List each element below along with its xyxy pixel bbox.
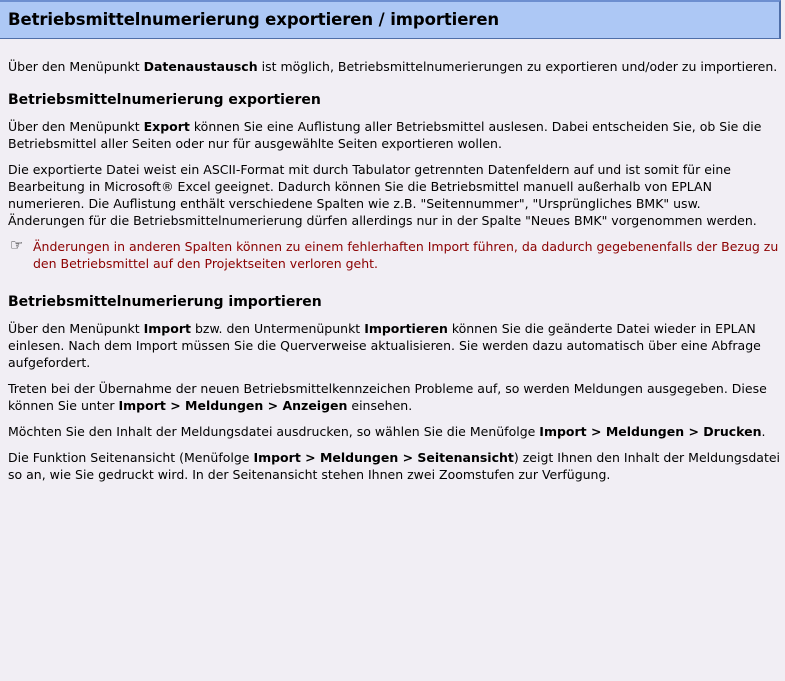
import-p3-text: Möchten Sie den Inhalt der Meldungsdatei ausdrucken, so wählen Sie die Menüfolge: [8, 424, 540, 439]
import-heading: Betriebsmittelnumerierung importieren: [8, 294, 322, 310]
import-p4-text: Die Funktion Seitenansicht (Menüfolge: [8, 450, 254, 465]
title-bar: [0, 0, 781, 39]
page-title: Betriebsmittelnumerierung exportieren / importieren: [8, 10, 500, 29]
import-p1-text-mid: bzw. den Untermenüpunkt: [190, 321, 365, 336]
import-p2-text: Treten bei der Übernahme der neuen Betriebsmittelkennzeichen Probleme auf, so werden Meldungen ausgegeben. Diese können Sie unter: [8, 381, 767, 413]
menu-datenaustausch: Datenaustausch: [143, 59, 258, 74]
import-p1-text: Über den Menüpunkt: [8, 321, 144, 336]
export-heading: Betriebsmittelnumerierung exportieren: [8, 92, 321, 108]
menu-path-drucken: Import > Meldungen > Drucken: [539, 424, 762, 439]
export-paragraph-2: Die exportierte Datei weist ein ASCII-Format mit durch Tabulator getrennten Datenfeldern auf und ist somit für eine Bearbeitung in Microsoft® Excel geeignet. Dadurch können Sie die Betriebsmittel manuell außerhalb von EPLAN numerieren. Die Auflistung enthält verschiedene Spalten wie z.B. "Seitennummer", "Ursprüngliches BMK" usw. Änderungen für die Betriebsmittelnumerierung dürfen allerdings nur in der Spalte "Neues BMK" vorgenommen werden.: [8, 162, 757, 228]
import-p4-text-rest: ) zeigt Ihnen den Inhalt der Meldungsdatei so an, wie Sie gedruckt wird. In der Seitenansicht stehen Ihnen zwei Zoomstufen zur Verfügung.: [8, 450, 781, 482]
menu-path-seitenansicht: Import > Meldungen > Seitenansicht: [253, 450, 514, 465]
import-paragraph-1: [8, 320, 780, 371]
import-p1-text-rest: können Sie die geänderte Datei wieder in EPLAN einlesen. Nach dem Import müssen Sie die Querverweise aktualisieren. Sie werden dazu automatisch über eine Abfrage aufgefordert.: [8, 321, 761, 370]
intro-text-rest: ist möglich, Betriebsmittelnumerierungen zu exportieren und/oder zu importieren.: [257, 59, 778, 74]
import-paragraph-3: [8, 423, 780, 440]
help-content: [8, 58, 780, 492]
import-paragraph-2: [8, 380, 780, 414]
export-p1-text-rest: können Sie eine Auflistung aller Betriebsmittel auslesen. Dabei entscheiden Sie, ob Sie die Betriebsmittel aller Seiten oder nur für ausgewählte Seiten exportieren wollen.: [8, 119, 762, 151]
intro-text: Über den Menüpunkt: [8, 59, 144, 74]
export-note: [8, 238, 780, 272]
export-p1-text: Über den Menüpunkt: [8, 119, 144, 134]
menu-path-anzeigen: Import > Meldungen > Anzeigen: [118, 398, 348, 413]
intro-paragraph: [8, 58, 780, 75]
export-note-text: Änderungen in anderen Spalten können zu einem fehlerhaften Import führen, da dadurch gegebenenfalls der Bezug zu den Betriebsmittel auf den Projektseiten verloren geht.: [33, 239, 779, 271]
pointing-hand-icon: ☞: [10, 236, 24, 254]
import-p3-text-rest: .: [761, 424, 766, 439]
import-paragraph-4: [8, 449, 780, 483]
menu-import: Import: [143, 321, 191, 336]
menu-export: Export: [143, 119, 190, 134]
import-p2-text-rest: einsehen.: [347, 398, 413, 413]
export-paragraph-1: [8, 118, 780, 152]
menu-importieren: Importieren: [364, 321, 448, 336]
